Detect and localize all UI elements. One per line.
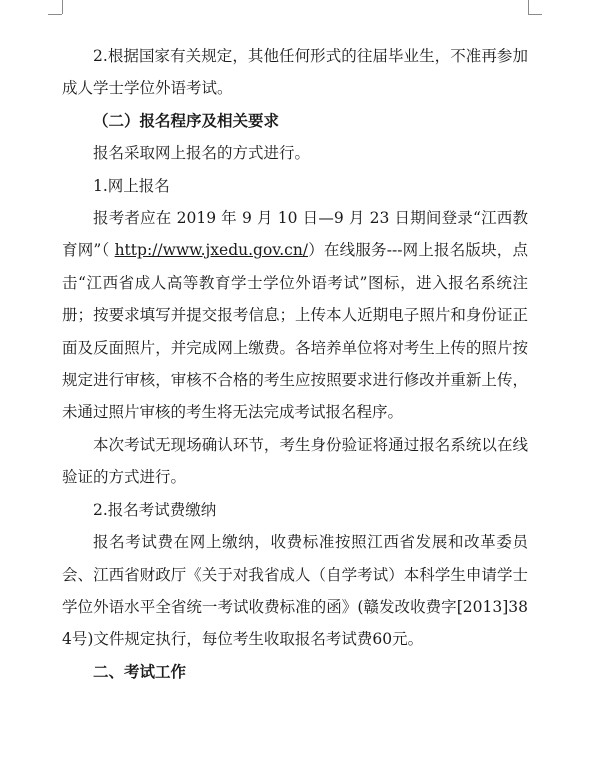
document-body (62, 40, 528, 688)
crop-mark-top-left-h (48, 14, 62, 15)
heading-fee-payment: 2.报名考试费缴纳 (93, 500, 217, 519)
jxedu-link[interactable]: http://www.jxedu.gov.cn/ (114, 241, 309, 260)
paragraph-identity-verification: 本次考试无现场确认环节，考生身份验证将通过报名系统以在线验证的方式进行。 (62, 435, 528, 487)
paragraph-graduates-rule: 2.根据国家有关规定，其他任何形式的往届毕业生，不准再参加成人学士学位外语考试。 (62, 47, 528, 98)
paragraph-online-registration (62, 202, 528, 429)
crop-mark-top-left (62, 0, 63, 14)
heading-exam-work: 二、考试工作 (93, 662, 187, 681)
online-text-end: ）在线服务---网上报名版块，点击“江西省成人高等教育学士学位外语考试”图标，进入报名系统注册；按要求填写并提交报考信息；上传本人近期电子照片和身份证正面及反面照片，并完成网上缴费。各培养单位将对考生上传的照片按规定进行审核，审核不合格的考生应按照要求进行修改并重新上传，未通过照片审核的考生将无法完成考试报名程序。 (62, 241, 528, 422)
paragraph-fee-payment: 报名考试费在网上缴纳，收费标准按照江西省发展和改革委员会、江西省财政厅《关于对我省成人（自学考试）本科学生申请学士学位外语水平全省统一考试收费标准的函》(赣发改收费字[2013]384号)文件规定执行，每位考生收取报名考试费60元。 (62, 533, 528, 649)
crop-mark-top-right (528, 0, 529, 14)
online-text-start: 报考者应在 2019 年 9 月 10 日—9 月 23 日期间登录“江西教育网”（ (62, 209, 528, 260)
paragraph-registration-method: 报名采取网上报名的方式进行。 (93, 144, 311, 163)
heading-online-registration: 1.网上报名 (93, 176, 170, 195)
crop-mark-top-right-h (528, 14, 542, 15)
heading-registration-procedure: （二）报名程序及相关要求 (93, 111, 280, 130)
